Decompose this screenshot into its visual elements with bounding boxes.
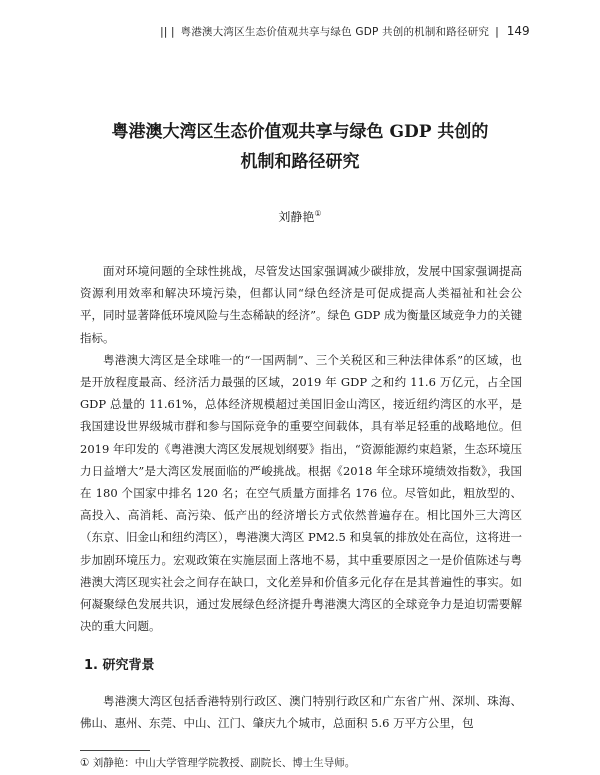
paragraph: 面对环境问题的全球性挑战，尽管发达国家强调减少碳排放，发展中国家强调提高资源利用效率和解决环境污染，但都认同“绿色经济是可促成提高人类福祉和社会公平，同时显著降低环境风险与生态稀缺的经济”。绿色 GDP 成为衡量区域竞争力的关键指标。 [80,264,522,345]
author-line [0,208,600,225]
section-body [80,690,522,734]
footnote: ① 刘静艳：中山大学管理学院教授、副院长、博士生导师。 [80,757,356,769]
page-number: 149 [506,24,530,38]
paragraph: 粤港澳大湾区包括香港特别行政区、澳门特别行政区和广东省广州、深圳、珠海、佛山、惠州、东莞、中山、江门、肇庆九个城市，总面积 5.6 万平方公里，包 [80,694,522,731]
header-separator: | [495,24,499,38]
author-footnote-mark: ① [314,209,322,218]
article-title-line-1: 粤港澳大湾区生态价值观共享与绿色 GDP 共创的 [111,122,489,142]
header-marks: || | [160,24,175,38]
paragraph: 粤港澳大湾区是全球唯一的“一国两制”、三个关税区和三种法律体系”的区域，也是开放程度最高、经济活力最强的区域，2019 年 GDP 之和约 11.6 万亿元，占全国 GDP 总量的 11.61%，总体经济规模超过美国旧金山湾区，接近纽约湾区的水平，是我国建设世界级城市群和参与国际竞争的重要空间载体，具有举足轻重的战略地位。但 2019 年印发的《粤港澳大湾区发展规划纲要》指出，“资源能源约束趋紧，生态环境压力日益增大”是大湾区发展面临的严峻挑战。根据《2018 年全球环境绩效指数》，我国在 180 个国家中排名 120 名；在空气质量方面排名 176 位。尽管如此，粗放型的、高投入、高消耗、高污染、低产出的经济增长方式依然普遍存在。相比国外三大湾区（东京、旧金山和纽约湾区），粤港澳大湾区 PM2.5 和臭氧的排放处在高位，这将进一步加剧环境压力。宏观政策在实施层面上落地不易，其中重要原因之一是价值陈述与粤港澳大湾区现实社会之间存在缺口，文化差异和价值多元化存在是其普遍性的事实。如何凝聚绿色发展共识，通过发展绿色经济提升粤港澳大湾区的全球竞争力是迫切需要解决的重大问题。 [80,352,522,634]
author-name: 刘静艳 [278,210,315,224]
article-title-line-2: 机制和路径研究 [240,152,360,172]
running-title: 粤港澳大湾区生态价值观共享与绿色 GDP 共创的机制和路径研究 [180,25,490,38]
running-header [160,22,564,40]
section-heading: 1. 研究背景 [84,658,155,673]
intro-body [80,260,522,637]
footnote-divider [80,750,150,751]
